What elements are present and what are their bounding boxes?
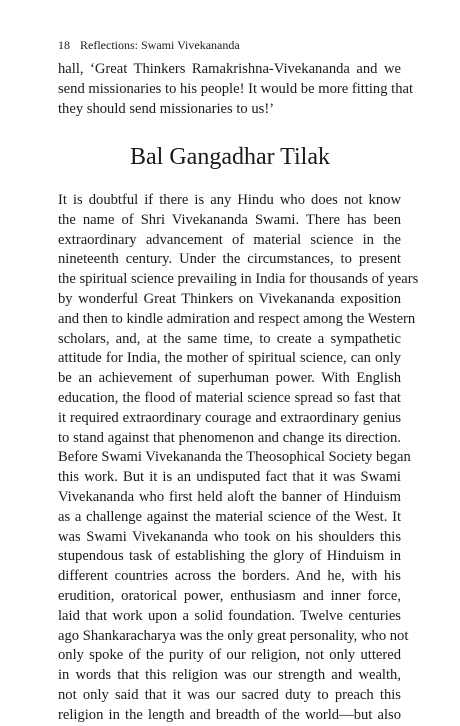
text-line: send missionaries to his people! It would be more fitting that — [58, 80, 414, 97]
text-line: was Swami Vivekananda who took on his shoulders this — [58, 528, 401, 545]
text-line: ago Shankaracharya was the only great personality, who not — [58, 627, 409, 644]
text-line: Before Swami Vivekananda the Theosophical Society began — [58, 449, 411, 466]
continued-paragraph — [58, 60, 414, 119]
text-line: education, the flood of material science spread so fast that — [58, 389, 401, 406]
text-line: the spiritual science prevailing in India for thousands of years — [58, 271, 419, 288]
text-line: hall, ‘Great Thinkers Ramakrishna-Vivekananda and we — [58, 61, 401, 77]
text-line: religion in the length and breadth of the world—but also — [58, 706, 401, 723]
text-line: only spoke of the purity of our religion, not only uttered — [58, 647, 401, 664]
text-line: nineteenth century. Under the circumstances, to present — [58, 251, 401, 268]
text-line: by wonderful Great Thinkers on Vivekananda exposition — [58, 290, 401, 307]
text-line: as a challenge against the material science of the West. It — [58, 508, 401, 525]
text-line: in words that this religion was our strength and wealth, — [58, 667, 401, 684]
text-line: attitude for India, the mother of spiritual science, can only — [58, 350, 401, 367]
text-line: erudition, oratorical power, enthusiasm and inner force, — [58, 587, 401, 604]
running-head — [58, 38, 240, 52]
text-line: laid that work upon a solid foundation. Twelve centuries — [58, 607, 401, 624]
text-line: this work. But it is an undisputed fact that it was Swami — [58, 469, 401, 486]
text-line: be an achievement of superhuman power. With English — [58, 370, 401, 387]
text-line: Vivekananda who first held aloft the banner of Hinduism — [58, 488, 401, 505]
text-line: different countries across the borders. And he, with his — [58, 568, 401, 585]
text-line: and then to kindle admiration and respect among the Western — [58, 310, 416, 327]
text-line: the name of Shri Vivekananda Swami. There has been — [58, 211, 401, 228]
text-line: stupendous task of establishing the glory of Hinduism in — [58, 548, 401, 565]
text-line: they should send missionaries to us!’ — [58, 100, 275, 117]
text-line: to stand against that phenomenon and change its direction. — [58, 429, 401, 446]
page-number: 18 — [58, 38, 70, 52]
text-line: it required extraordinary courage and extraordinary genius — [58, 409, 401, 426]
text-line: extraordinary advancement of material science in the — [58, 231, 401, 248]
text-line: It is doubtful if there is any Hindu who does not know — [58, 192, 401, 208]
body-paragraph — [58, 191, 419, 726]
book-title: Reflections: Swami Vivekananda — [80, 38, 240, 52]
text-line: scholars, and, at the same time, to create a sympathetic — [58, 330, 401, 347]
chapter-title: Bal Gangadhar Tilak — [130, 144, 330, 170]
text-line: not only said that it was our sacred duty to preach this — [58, 686, 401, 703]
